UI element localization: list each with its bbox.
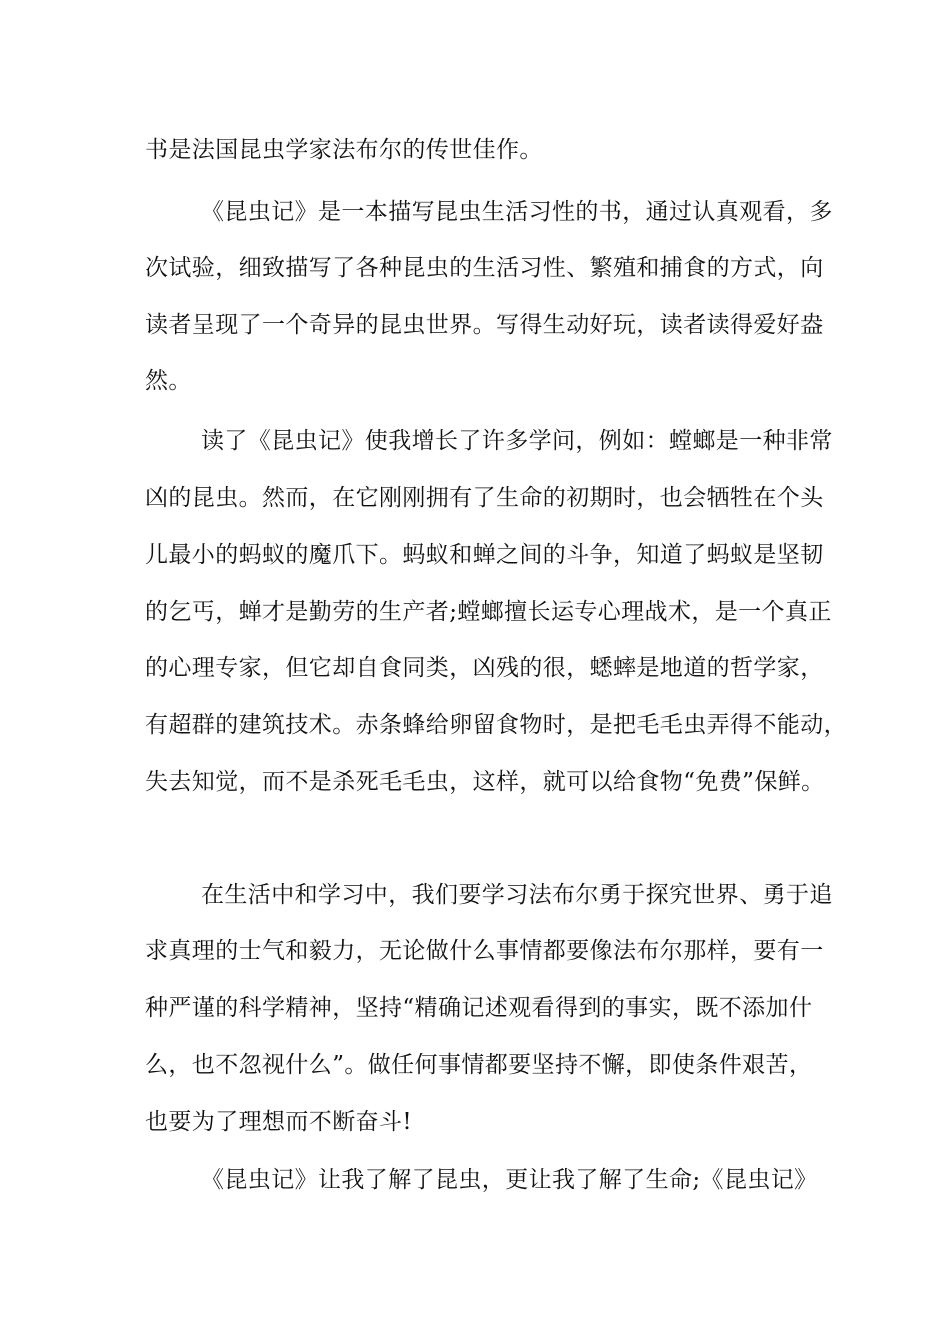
paragraph-3-line-1: 读了《昆虫记》使我增长了许多学问，例如：螳螂是一种非常 [201, 428, 833, 454]
paragraph-4-line-1: 在生活中和学习中，我们要学习法布尔勇于探究世界、勇于追 [201, 882, 833, 908]
paragraph-1-line-1: 书是法国昆虫学家法布尔的传世佳作。 [145, 137, 543, 163]
paragraph-2-line-2: 次试验，细致描写了各种昆虫的生活习性、繁殖和捕食的方式，向 [145, 255, 824, 281]
paragraph-4-line-5: 也要为了理想而不断奋斗! [145, 1109, 413, 1135]
paragraph-2-line-4: 然。 [145, 368, 192, 394]
paragraph-5-line-1: 《昆虫记》让我了解了昆虫，更让我了解了生命;《昆虫记》 [201, 1167, 818, 1193]
paragraph-3-line-4: 的乞丐，蝉才是勤劳的生产者;螳螂擅长运专心理战术，是一个真正 [145, 599, 832, 625]
paragraph-3-line-2: 凶的昆虫。然而，在它刚刚拥有了生命的初期时，也会牺牲在个头 [145, 485, 824, 511]
paragraph-4-line-3: 种严谨的科学精神，坚持“精确记述观看得到的事实，既不添加什 [145, 995, 813, 1021]
paragraph-2-line-3: 读者呈现了一个奇异的昆虫世界。写得生动好玩，读者读得爱好盎 [145, 312, 824, 338]
paragraph-4-line-2: 求真理的士气和毅力，无论做什么事情都要像法布尔那样，要有一 [145, 938, 824, 964]
paragraph-3-line-6: 有超群的建筑技术。赤条蜂给卵留食物时，是把毛毛虫弄得不能动， [145, 712, 847, 738]
paragraph-2-line-1: 《昆虫记》是一本描写昆虫生活习性的书，通过认真观看，多 [201, 199, 833, 225]
paragraph-3-line-5: 的心理专家，但它却自食同类，凶残的很，蟋蟀是地道的哲学家， [145, 655, 824, 681]
paragraph-4-line-4: 么，也不忽视什么”。做任何事情都要坚持不懈，即使条件艰苦， [145, 1052, 813, 1078]
paragraph-3-line-7: 失去知觉，而不是杀死毛毛虫，这样，就可以给食物“免费”保鲜。 [145, 769, 825, 795]
paragraph-3-line-3: 儿最小的蚂蚁的魔爪下。蚂蚁和蝉之间的斗争，知道了蚂蚁是坚韧 [145, 542, 824, 568]
